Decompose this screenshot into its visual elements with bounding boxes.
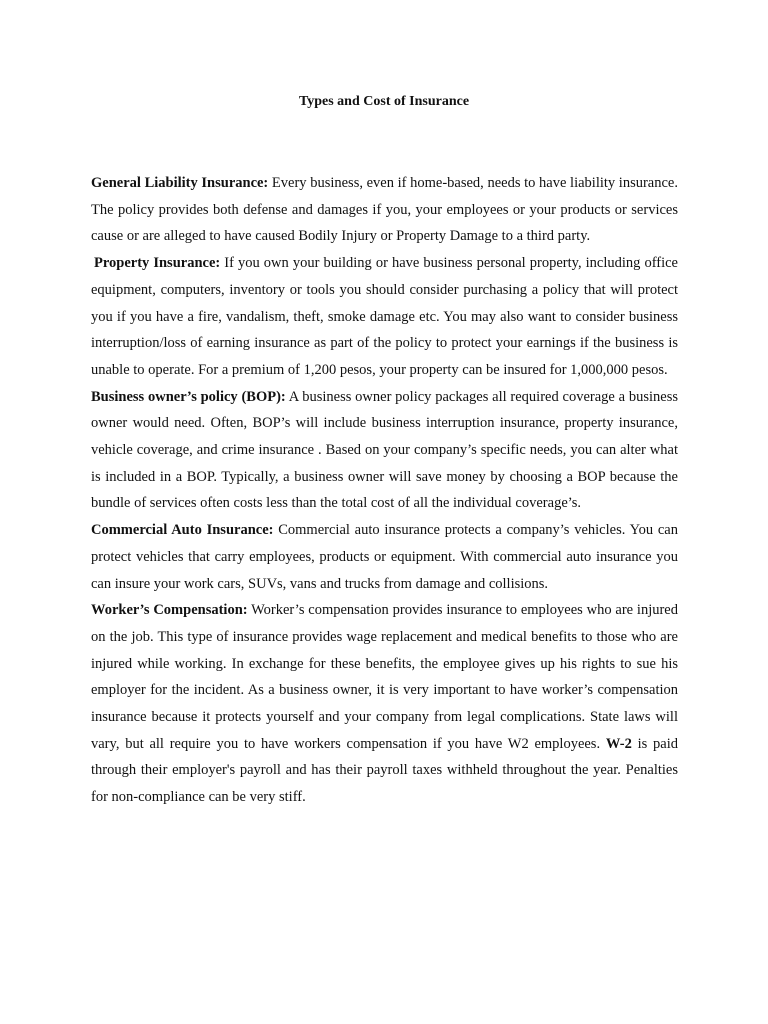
section-text: If you own your building or have business personal property, including office equipment, computers, inventory or tools you should consider purchasing a policy that will protect you if you have a fire, vandalism, theft, smoke damage etc. You may also want to consider business interruption/loss of earning insurance as part of the policy to protect your earnings if the business is unable to operate. For a premium of 1,200 pesos, your property can be insured for 1,000,000 pesos. (91, 255, 678, 378)
section-property-insurance (91, 250, 678, 384)
section-heading: General Liability Insurance: (91, 175, 269, 191)
section-workers-compensation (91, 597, 678, 811)
w2-term: W-2 (605, 735, 632, 752)
section-heading: Worker’s Compensation: (91, 602, 248, 619)
section-heading: Commercial Auto Insurance: (91, 522, 274, 539)
section-text: Every business, even if home-based, needs to have liability insurance. The policy provides both defense and damages if you, your employees or your products or services cause or are alleged to have caused Bodily Injury or Property Damage to a third party. (91, 175, 678, 245)
section-heading: Business owner’s policy (BOP): (91, 388, 286, 405)
section-commercial-auto (91, 517, 678, 597)
document-title: Types and Cost of Insurance (298, 94, 470, 109)
section-text-continued: is paid through their employer's payroll and has their payroll taxes withheld throughout the year. Penalties for non-compliance can be very stiff. (91, 735, 679, 806)
section-general-liability (91, 170, 678, 250)
section-text: Worker’s compensation provides insurance to employees who are injured on the job. This type of insurance provides wage replacement and medical benefits to those who are injured while working. In exchange for these benefits, the employee gives up his rights to sue his employer for the incident. As a business owner, it is very important to have worker’s compensation insurance because it protects yourself and your company from legal complications. State laws will vary, but all require you to have workers compensation if you have W2 employees. (91, 602, 678, 752)
section-text: Commercial auto insurance protects a company’s vehicles. You can protect vehicles that carry employees, products or equipment. With commercial auto insurance you can insure your work cars, SUVs, vans and trucks from damage and collisions. (91, 522, 678, 592)
section-heading: Property Insurance: (94, 255, 221, 272)
section-text: A business owner policy packages all required coverage a business owner would need. Often, BOP’s will include business interruption insurance, property insurance, vehicle coverage, and crime insurance . Based on your company’s specific needs, you can alter what is included in a BOP. Typically, a business owner will save money by choosing a BOP because the bundle of services often costs less than the total cost of all the individual coverage’s. (91, 388, 678, 512)
document-body (91, 170, 678, 811)
section-business-owners-policy (91, 384, 678, 518)
